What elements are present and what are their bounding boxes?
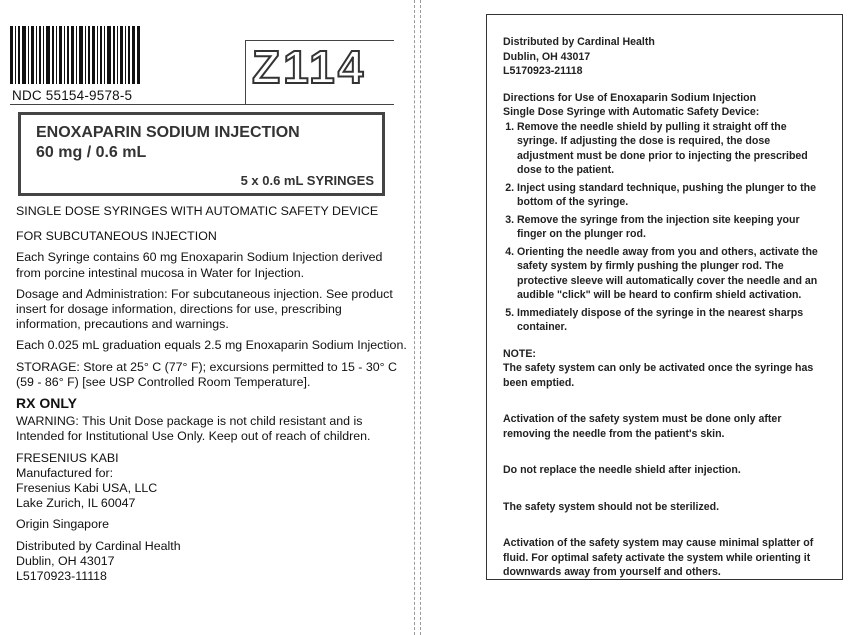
directions-box [486,14,843,580]
company-city: Lake Zurich, IL 60047 [16,496,136,511]
header-rule [10,104,394,105]
distributor-city: Dublin, OH 43017 [503,50,591,63]
distributor: Distributed by Cardinal Health [16,538,181,553]
contents: Each Syringe contains 60 mg Enoxaparin Sodium Injection derived from porcine intestinal mucosa in Water for Injection. [16,250,383,280]
directions-title: Directions for Use of Enoxaparin Sodium Injection [503,91,757,104]
directions-subtitle: Single Dose Syringe with Automatic Safety Device: [503,106,760,118]
note-item: The safety system can only be activated once the syringe has been emptied. [503,362,814,389]
origin: Origin Singapore [16,517,109,532]
product-name-box [18,112,385,196]
note-item: The safety system should not be sterilized. [503,500,720,513]
fold-line-left [414,0,415,635]
storage: STORAGE: Store at 25° C (77° F); excursions permitted to 15 - 30° C (59 - 86° F) [see USP Controlled Room Temperature]. [16,359,397,389]
manufactured-for: Manufactured for: [16,465,114,480]
barcode [10,26,140,84]
distributor-city: Dublin, OH 43017 [16,553,115,568]
graduation: Each 0.025 mL graduation equals 2.5 mg Enoxaparin Sodium Injection. [16,338,407,353]
step-item: 4. Orienting the needle away from you and others, activate the safety system by firmly pushing the plunger rod. The protective sleeve will automatically cover the needle and an audible "click" will be heard to confirm shield activation. [517,245,828,303]
route: FOR SUBCUTANEOUS INJECTION [16,229,217,244]
ndc-number: NDC 55154-9578-5 [12,88,133,103]
directions-steps [503,120,828,335]
label-body-text [16,204,408,584]
label-front-panel [0,0,412,635]
step-item: 1. Remove the needle shield by pulling it straight off the syringe. If adjusting the dose is required, the dose adjustment must be done prior to injecting the prescribed dose to the patient. [517,120,828,178]
label-back-panel [424,0,851,635]
fold-line-right [420,0,421,635]
step-item: 3. Remove the syringe from the injection site keeping your finger on the plunger rod. [517,213,828,242]
directions-content [503,35,828,580]
note-item: Activation of the safety system must be done only after removing the needle from the patient's skin. [503,413,782,440]
step-item: 2. Inject using standard technique, pushing the plunger to the bottom of the syringe. [517,181,828,210]
code-divider [245,40,246,104]
manufacturer: FRESENIUS KABI [16,450,119,465]
note-item: Activation of the safety system may cause minimal splatter of fluid. For optimal safety activate the system while orienting it downwards away from yourself and others. [503,537,814,578]
dosage-administration: Dosage and Administration: For subcutaneous injection. See product insert for dosage information, directions for use, prescribing information, precautions and warnings. [16,286,393,332]
package-count: 5 x 0.6 mL SYRINGES [240,173,374,188]
note-heading: NOTE: [503,347,536,360]
lot-number: L5170923-11118 [16,569,107,584]
warning: WARNING: This Unit Dose package is not child resistant and is Intended for Institutional Use Only. Keep out of reach of children. [16,414,371,444]
lot-number: L5170923-21118 [503,65,583,77]
note-item: Do not replace the needle shield after injection. [503,464,741,476]
company: Fresenius Kabi USA, LLC [16,481,158,496]
z-code: Z114 [252,41,367,93]
rx-only: RX ONLY [16,395,77,412]
distributor: Distributed by Cardinal Health [503,36,655,48]
step-item: 5. Immediately dispose of the syringe in the nearest sharps container. [517,306,828,335]
syringe-type: SINGLE DOSE SYRINGES WITH AUTOMATIC SAFETY DEVICE [16,204,379,218]
product-strength: 60 mg / 0.6 mL [36,144,147,161]
product-name: ENOXAPARIN SODIUM INJECTION [36,124,300,141]
